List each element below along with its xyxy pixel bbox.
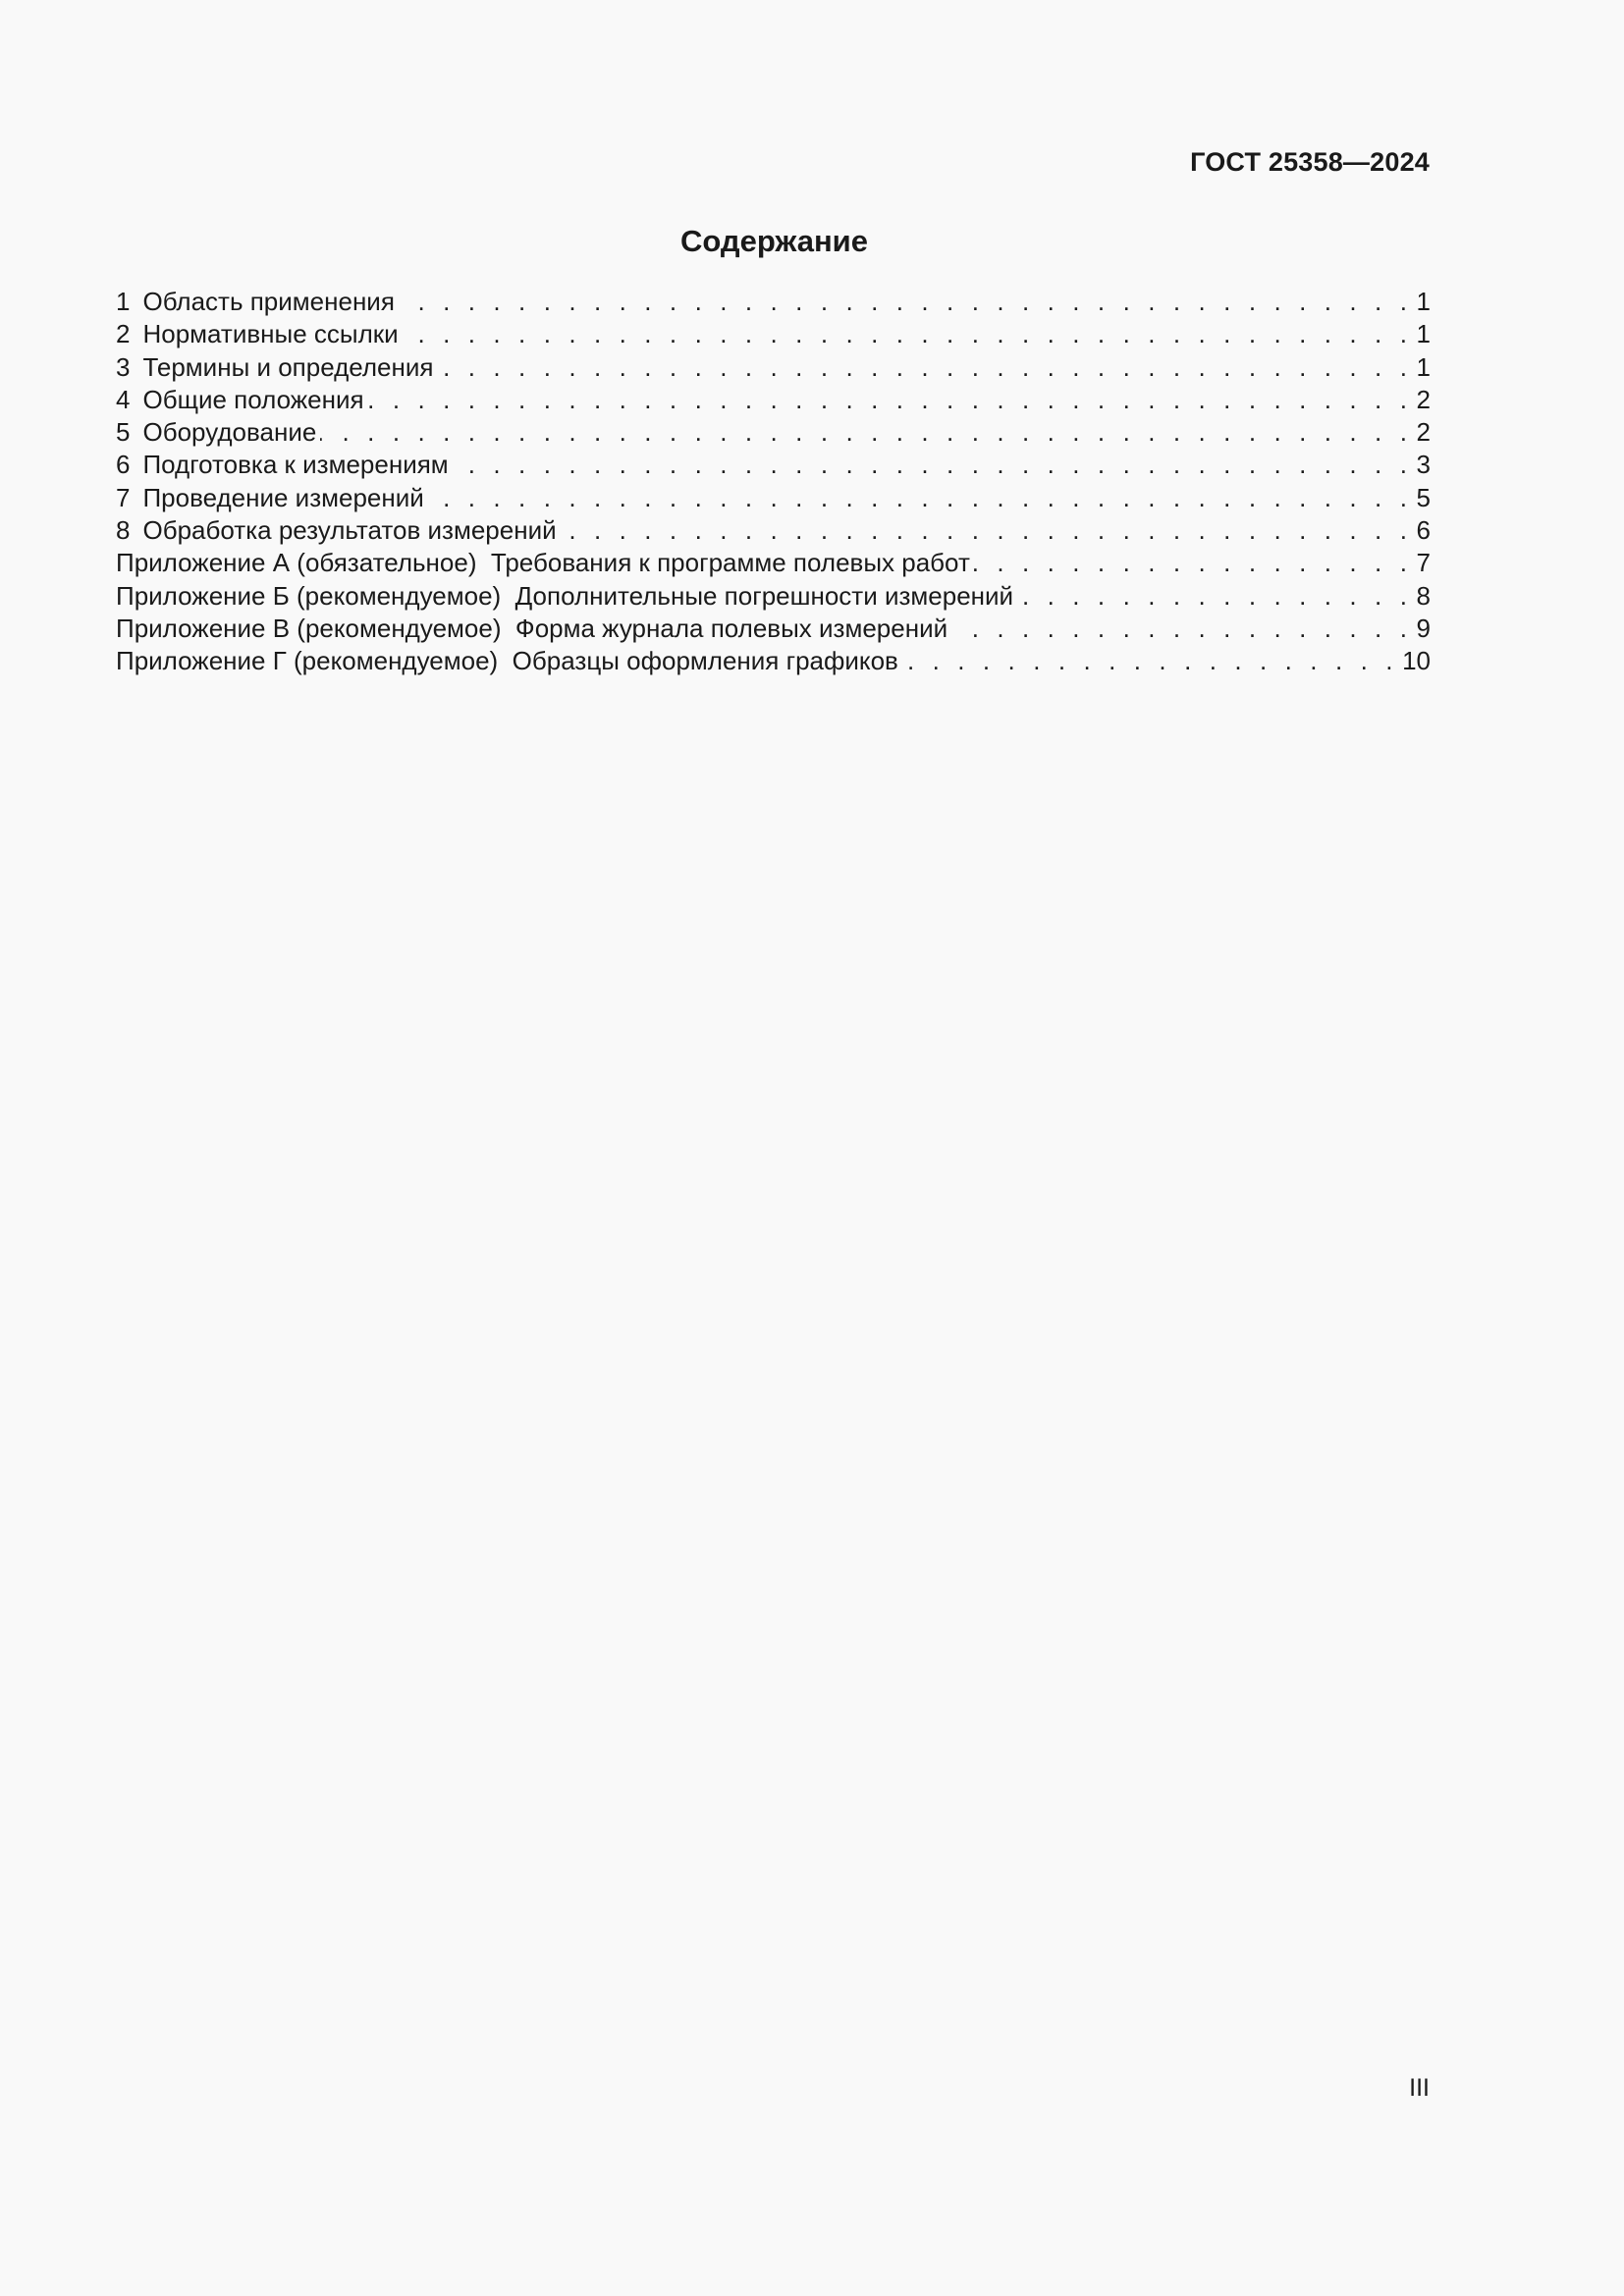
toc-entry-appendix-v[interactable] bbox=[116, 613, 1431, 645]
document-code: ГОСТ 25358—2024 bbox=[1190, 147, 1430, 177]
toc-entry-1[interactable] bbox=[116, 286, 1431, 318]
toc-entry-label: Подготовка к измерениям bbox=[142, 450, 449, 480]
toc-entry-label: Общие положения bbox=[142, 384, 364, 414]
toc-entry-label: Приложение А (обязательное) Требования к программе полевых работ bbox=[116, 548, 970, 578]
toc-entry-page: 1 bbox=[1416, 319, 1431, 349]
toc-entry-page: 2 bbox=[1416, 384, 1431, 414]
toc-entry-appendix-a[interactable] bbox=[116, 547, 1431, 579]
toc-entry-number: 4 bbox=[116, 384, 131, 414]
toc-leader-dots bbox=[428, 482, 1413, 514]
toc-entry-page: 1 bbox=[1416, 287, 1431, 316]
toc-entry-number: 5 bbox=[116, 417, 131, 448]
toc-entry-page: 7 bbox=[1416, 548, 1431, 578]
toc-entry-6[interactable] bbox=[116, 449, 1431, 481]
toc-entry-8[interactable] bbox=[116, 514, 1431, 547]
toc-title: Содержание bbox=[680, 224, 868, 258]
toc-entry-page: 1 bbox=[1416, 351, 1431, 382]
toc-leader-dots bbox=[368, 384, 1413, 416]
toc-leader-dots bbox=[320, 416, 1412, 449]
toc-entry-3[interactable] bbox=[116, 351, 1431, 384]
toc-entry-appendix-b[interactable] bbox=[116, 580, 1431, 613]
toc-entry-label: Обработка результатов измерений bbox=[142, 515, 557, 546]
toc-entry-number: 6 bbox=[116, 450, 131, 480]
toc-entry-page: 3 bbox=[1416, 450, 1431, 480]
toc-leader-dots bbox=[403, 318, 1413, 350]
toc-entry-label: Оборудование bbox=[142, 417, 317, 448]
toc-entry-page: 8 bbox=[1416, 580, 1431, 611]
toc-leader-dots bbox=[902, 645, 1398, 677]
toc-entry-7[interactable] bbox=[116, 482, 1431, 514]
toc-entry-label: Приложение Г (рекомендуемое) Образцы оформления графиков bbox=[116, 646, 898, 676]
toc-entry-page: 9 bbox=[1416, 613, 1431, 643]
page-number: III bbox=[1409, 2074, 1430, 2102]
toc-entry-page: 2 bbox=[1416, 417, 1431, 448]
toc-leader-dots bbox=[561, 514, 1413, 547]
toc-entry-page: 5 bbox=[1416, 482, 1431, 512]
toc-entry-2[interactable] bbox=[116, 318, 1431, 350]
toc-entry-5[interactable] bbox=[116, 416, 1431, 449]
toc-entry-number: 1 bbox=[116, 287, 131, 316]
toc-entry-page: 6 bbox=[1416, 515, 1431, 546]
toc-entry-label: Нормативные ссылки bbox=[142, 319, 399, 349]
toc-entry-number: 8 bbox=[116, 515, 131, 546]
toc-leader-dots bbox=[437, 351, 1412, 384]
toc-leader-dots bbox=[399, 286, 1413, 318]
toc-leader-dots bbox=[1017, 580, 1412, 613]
toc-entry-label: Термины и определения bbox=[142, 351, 434, 382]
toc-leader-dots bbox=[951, 613, 1412, 645]
toc-entry-4[interactable] bbox=[116, 384, 1431, 416]
toc-leader-dots bbox=[453, 449, 1413, 481]
toc-entry-label: Проведение измерений bbox=[142, 482, 424, 512]
toc-leader-dots bbox=[974, 547, 1413, 579]
toc-entry-label: Приложение Б (рекомендуемое) Дополнительные погрешности измерений bbox=[116, 580, 1014, 611]
table-of-contents bbox=[116, 286, 1431, 678]
toc-entry-appendix-g[interactable] bbox=[116, 645, 1431, 677]
toc-entry-label: Область применения bbox=[142, 287, 395, 316]
toc-entry-number: 7 bbox=[116, 482, 131, 512]
toc-entry-number: 3 bbox=[116, 351, 131, 382]
toc-entry-page: 10 bbox=[1402, 646, 1431, 676]
toc-entry-label: Приложение В (рекомендуемое) Форма журнала полевых измерений bbox=[116, 613, 948, 643]
toc-entry-number: 2 bbox=[116, 319, 131, 349]
